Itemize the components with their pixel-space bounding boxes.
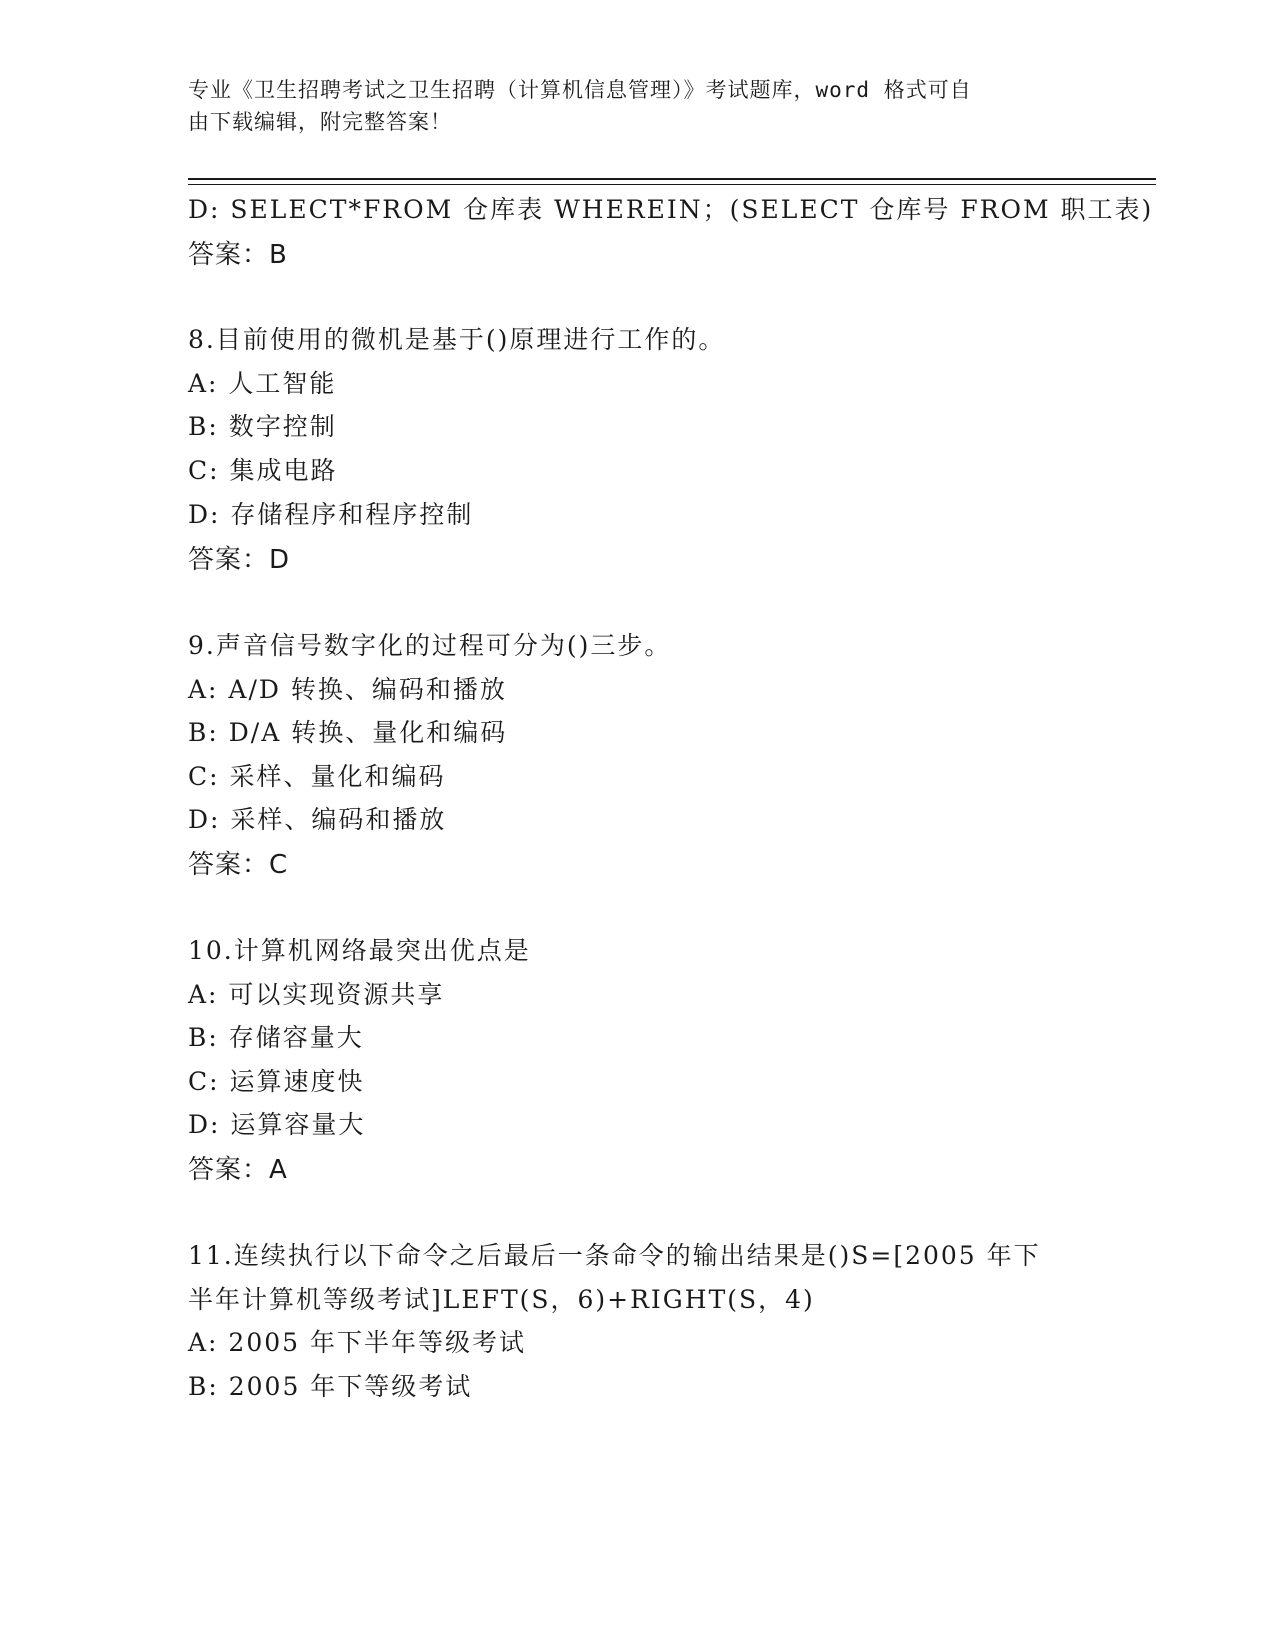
question-10-title: 10.计算机网络最突出优点是 xyxy=(188,936,531,965)
question-9-option-c: C: 采样、量化和编码 xyxy=(188,762,446,791)
question-9-title: 9.声音信号数字化的过程可分为()三步。 xyxy=(188,631,672,660)
question-8-option-b: B: 数字控制 xyxy=(188,412,337,441)
question-10-option-c: C: 运算速度快 xyxy=(188,1067,365,1096)
question-9-option-b: B: D/A 转换、量化和编码 xyxy=(188,718,508,747)
question-10-answer: 答案：A xyxy=(188,1155,288,1185)
header-divider-thin xyxy=(188,184,1156,185)
question-9-option-d: D: 采样、编码和播放 xyxy=(188,805,447,834)
question-8-option-c: C: 集成电路 xyxy=(188,456,338,485)
question-9-answer: 答案：C xyxy=(188,850,289,880)
question-8-answer: 答案：D xyxy=(188,545,291,575)
question-10-option-d: D: 运算容量大 xyxy=(188,1110,366,1139)
question-11-title-line-2: 半年计算机等级考试]LEFT(S，6)+RIGHT(S，4) xyxy=(188,1285,815,1314)
header-line-2: 由下载编辑，附完整答案！ xyxy=(188,110,452,134)
question-9-option-a: A: A/D 转换、编码和播放 xyxy=(188,675,507,704)
header-divider xyxy=(188,178,1156,180)
prev-answer: 答案：B xyxy=(188,240,288,270)
question-8-option-a: A: 人工智能 xyxy=(188,369,337,398)
question-11-title-line-1: 11.连续执行以下命令之后最后一条命令的输出结果是()S=[2005 年下 xyxy=(188,1241,1041,1270)
document-header xyxy=(188,74,1068,138)
question-10-option-a: A: 可以实现资源共享 xyxy=(188,980,445,1009)
prev-option-d: D: SELECT*FROM 仓库表 WHEREIN；(SELECT 仓库号 FROM 职工表) xyxy=(188,195,1154,224)
question-8-title: 8.目前使用的微机是基于()原理进行工作的。 xyxy=(188,325,726,354)
header-line-1: 专业《卫生招聘考试之卫生招聘（计算机信息管理）》考试题库，word 格式可自 xyxy=(188,78,972,102)
question-8-option-d: D: 存储程序和程序控制 xyxy=(188,500,474,529)
question-11-option-b: B: 2005 年下等级考试 xyxy=(188,1372,473,1401)
question-10-option-b: B: 存储容量大 xyxy=(188,1023,364,1052)
question-11-option-a: A: 2005 年下半年等级考试 xyxy=(188,1328,526,1357)
